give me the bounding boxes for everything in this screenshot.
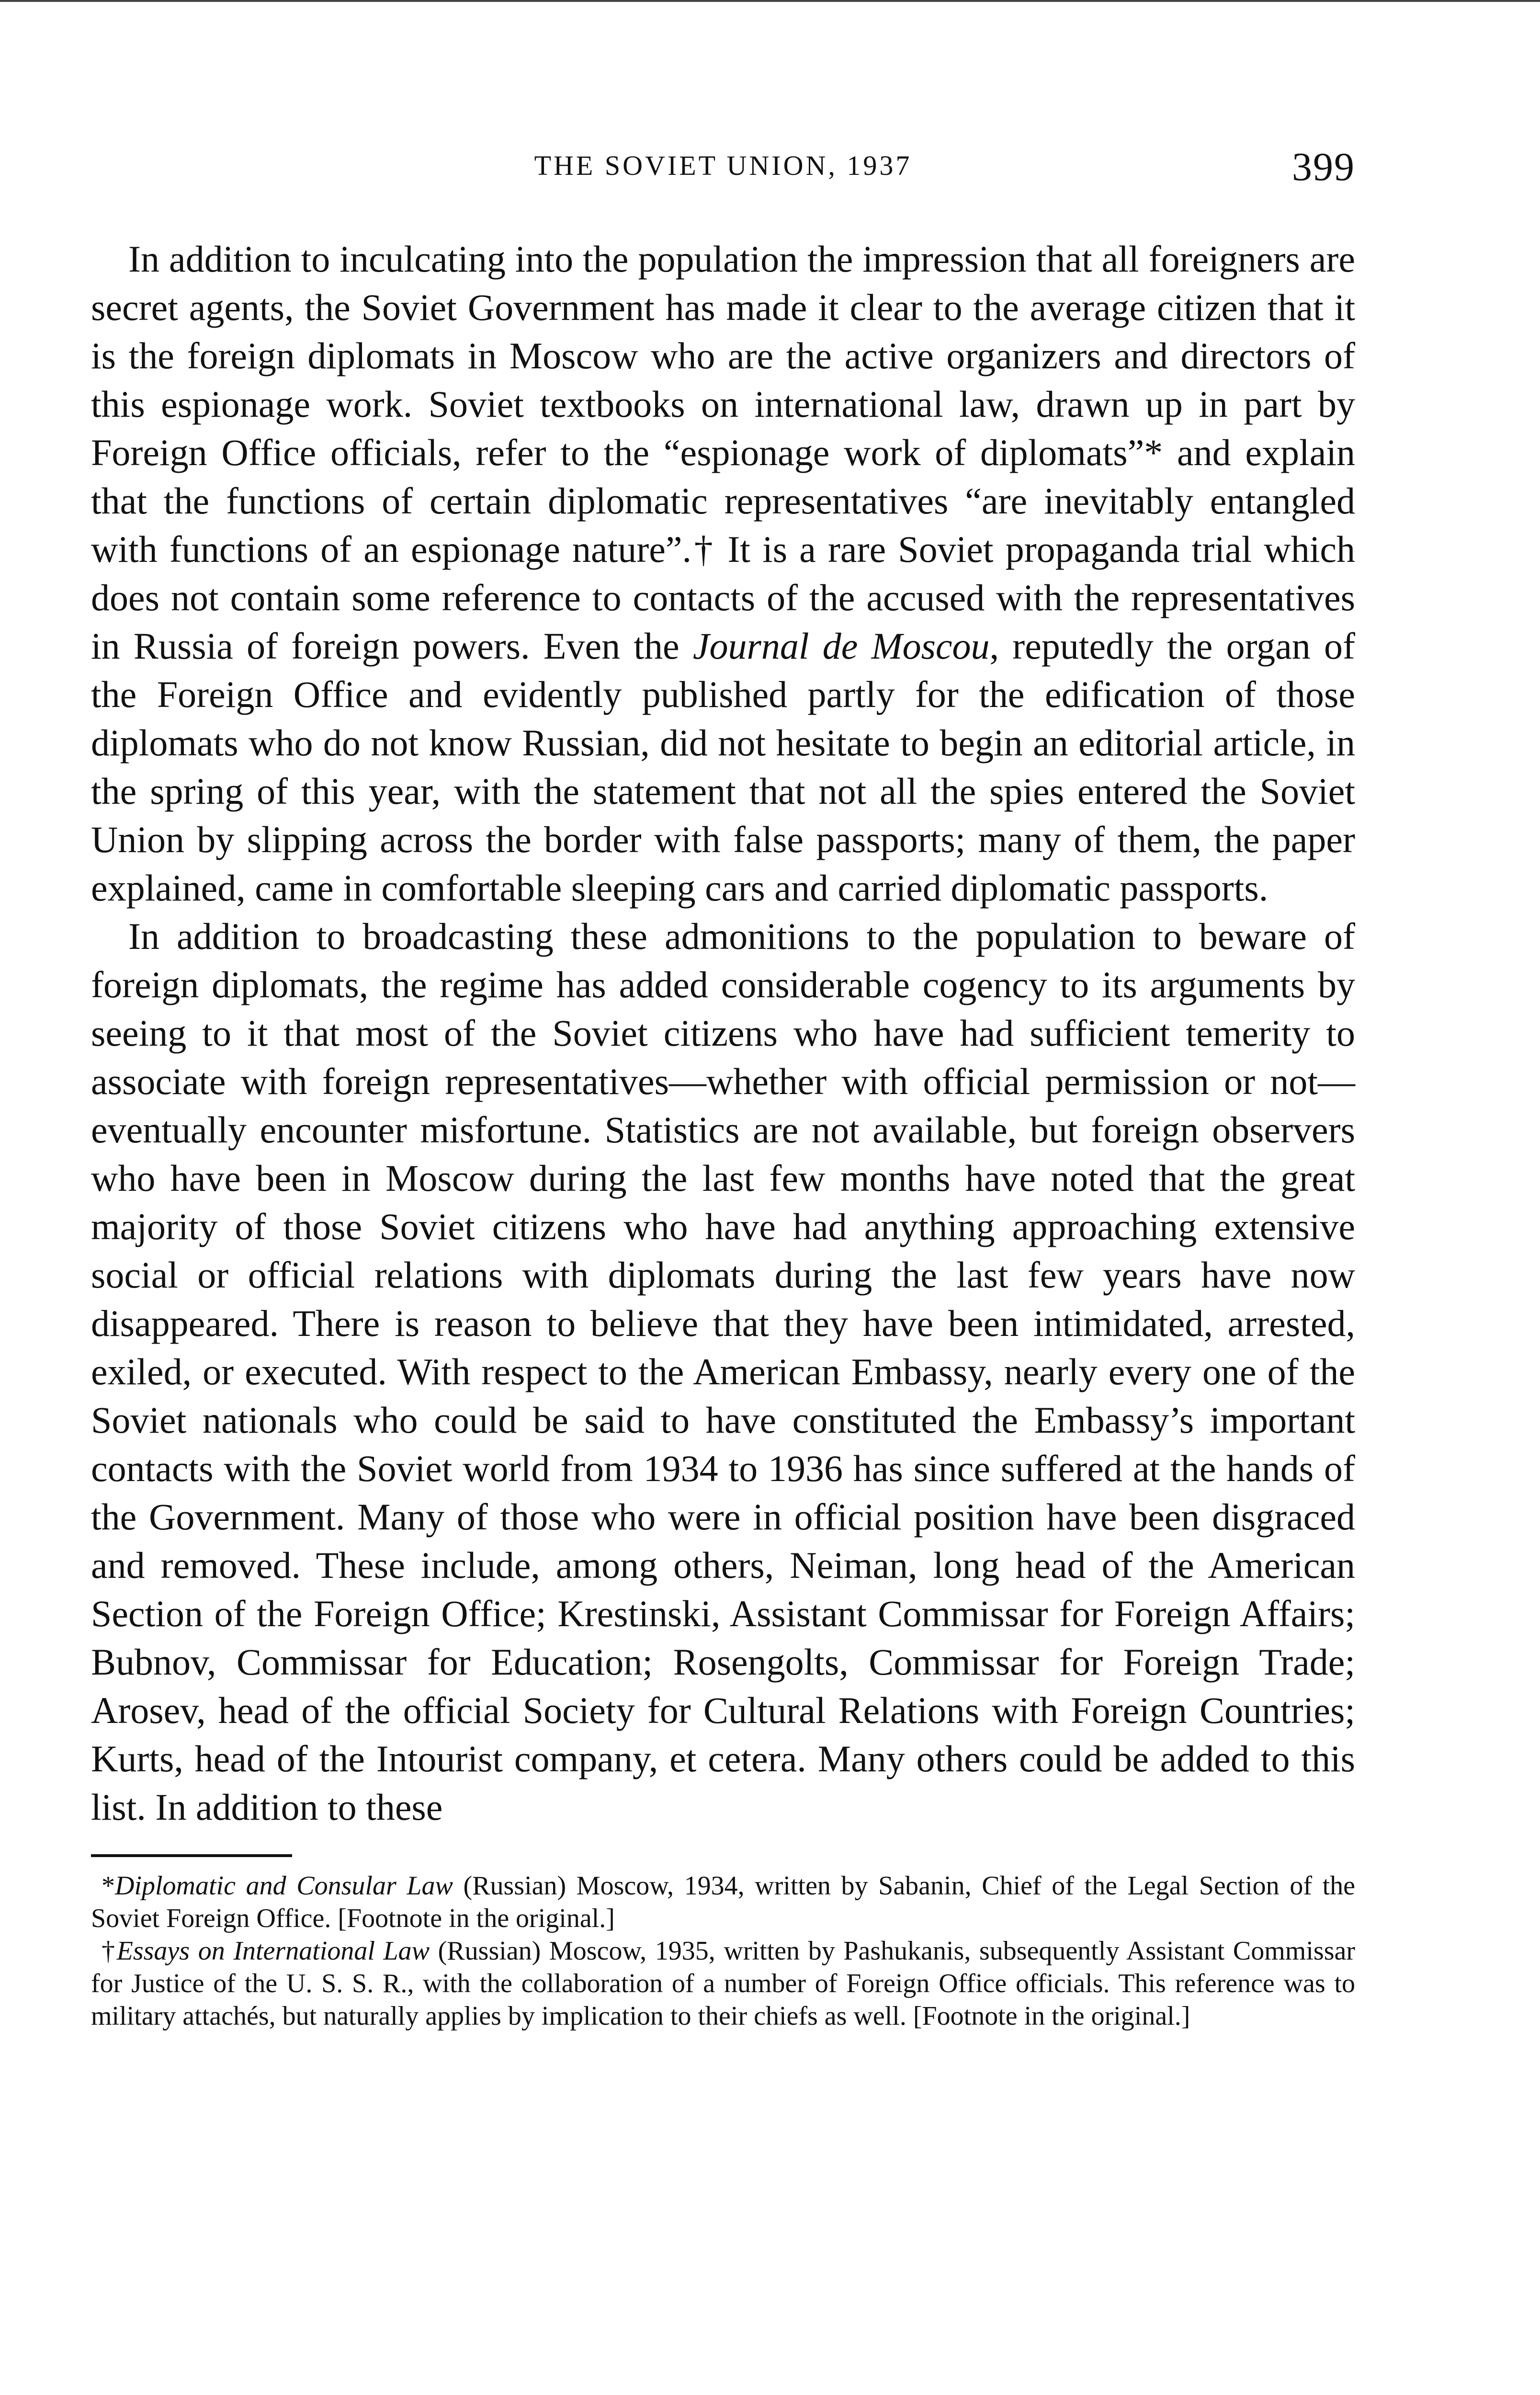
page-header bbox=[91, 144, 1355, 201]
running-head: THE SOVIET UNION, 1937 bbox=[534, 150, 912, 181]
footnote-2-title: Essays on International Law bbox=[116, 1936, 430, 1966]
body-text bbox=[91, 235, 1355, 1831]
footnote-1-text: (Russian) Moscow, 1934, written by Sabanin, Chief of the Legal Section of the Soviet Foreign Office. [Footnote in the original.] bbox=[91, 1871, 1356, 1933]
footnote-1-title: Diplomatic and Consular Law bbox=[115, 1871, 453, 1901]
footnotes bbox=[91, 1870, 1355, 2032]
footnote-2-text: (Russian) Moscow, 1935, written by Pashukanis, subsequently Assistant Commissar for Justice of the U. S. S. R., with the collaboration of a number of Foreign Office officials. This reference was to military attachés, but naturally applies by implication to their chiefs as well. [Footnote in the original.] bbox=[91, 1936, 1356, 2031]
page-number: 399 bbox=[1292, 145, 1355, 189]
footnote-separator bbox=[91, 1854, 292, 1857]
paragraph-2: In addition to broadcasting these admonitions to the population to beware of foreign diplomats, the regime has added considerable cogency to its arguments by seeing to it that most of the Soviet citizens who have had sufficient temerity to associate with foreign representatives—whether with official permission or not—eventually encounter misfortune. Statistics are not available, but foreign observers who have been in Moscow during the last few months have noted that the great majority of those Soviet citizens who have had anything approaching extensive social or official relations with diplomats during the last few years have now disappeared. There is reason to believe that they have been intimidated, arrested, exiled, or executed. With respect to the American Embassy, nearly every one of the Soviet nationals who could be said to have constituted the Embassy’s important contacts with the Soviet world from 1934 to 1936 has since suffered at the hands of the Government. Many of those who were in official position have been disgraced and removed. These include, among others, Neiman, long head of the American Section of the Foreign Office; Krestinski, Assistant Commissar for Foreign Affairs; Bubnov, Commissar for Education; Rosengolts, Commissar for Foreign Trade; Arosev, head of the official Society for Cultural Relations with Foreign Countries; Kurts, head of the Intourist company, et cetera. Many others could be added to this list. In addition to these bbox=[91, 915, 1355, 1828]
journal-title-italic: Journal de Moscou bbox=[692, 625, 990, 667]
paragraph-1 bbox=[91, 235, 1355, 912]
footnote-2 bbox=[91, 1935, 1355, 2032]
footnote-1-marker: * bbox=[102, 1871, 115, 1901]
top-edge-rule bbox=[0, 0, 1540, 2]
paragraph-1-part-b: , reputedly the organ of the Foreign Office and evidently published partly for the edification of those diplomats who do not know Russian, did not hesitate to begin an editorial article, in the spring of this year, with the statement that not all the spies entered the Soviet Union by slipping across the border with false passports; many of them, the paper explained, came in comfortable sleeping cars and carried diplomatic passports. bbox=[91, 625, 1355, 909]
footnote-2-marker: † bbox=[102, 1936, 117, 1966]
footnote-1 bbox=[91, 1870, 1355, 1935]
paragraph-1-part-a: In addition to inculcating into the population the impression that all foreigners are secret agents, the Soviet Government has made it clear to the average citizen that it is the foreign diplomats in Moscow who are the active organizers and directors of this espionage work. Soviet textbooks on international law, drawn up in part by Foreign Office officials, refer to the “espionage work of diplomats”* and explain that the functions of certain diplomatic representatives “are inevitably entangled with functions of an espionage nature”.† It is a rare Soviet propaganda trial which does not contain some reference to contacts of the accused with the representatives in Russia of foreign powers. Even the bbox=[91, 238, 1355, 667]
document-page bbox=[91, 144, 1355, 2032]
